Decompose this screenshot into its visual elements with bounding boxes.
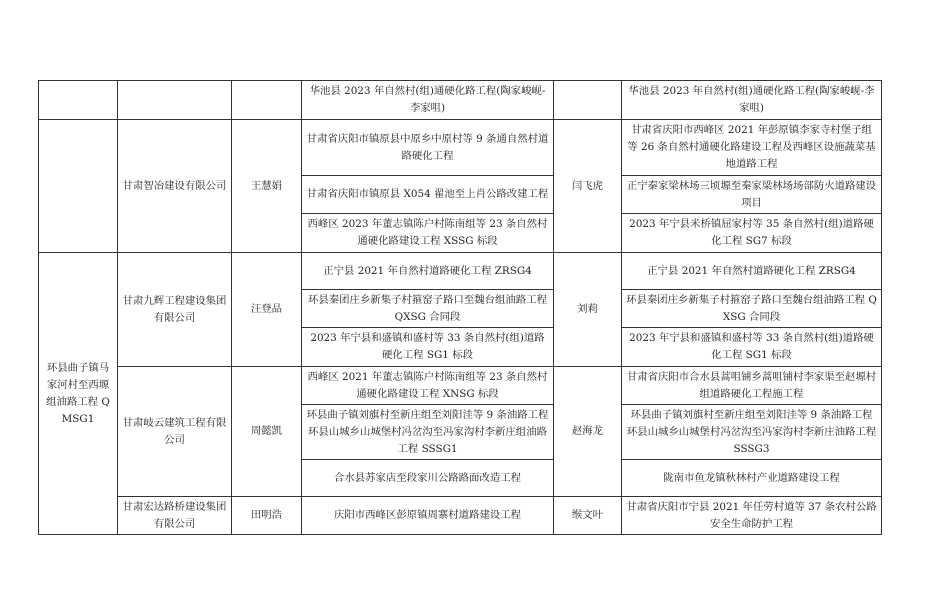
manager-cell-blank (232, 81, 302, 120)
verified-project-cell: 环县曲子镇刘旗村至新庄组至刘阳洼等 9 条油路工程环县山城乡山城堡村冯岔沟至冯家沟村李新庄油路工程 SSSG3 (622, 405, 882, 460)
verifier-cell: 刘莉 (554, 253, 622, 367)
manager-cell: 田明浩 (232, 497, 302, 535)
manager-cell: 王慧娟 (232, 120, 302, 253)
verified-project-cell: 正宁县 2021 年自然村道路硬化工程 ZRSG4 (622, 253, 882, 290)
verified-project-cell: 甘肃省庆阳市宁县 2021 年任劳村道等 37 条农村公路安全生命防护工程 (622, 497, 882, 535)
company-cell-blank (118, 81, 232, 120)
section-cell-blank (39, 81, 118, 120)
verifier-cell-blank (554, 81, 622, 120)
project-cell: 2023 年宁县和盛镇和盛村等 33 条自然村(组)道路硬化工程 SG1 标段 (302, 328, 554, 367)
project-cell: 甘肃省庆阳市镇原县中原乡中原村等 9 条通自然村道路硬化工程 (302, 120, 554, 176)
project-cell: 正宁县 2021 年自然村道路硬化工程 ZRSG4 (302, 253, 554, 290)
manager-cell: 汪登品 (232, 253, 302, 367)
company-cell: 甘肃九辉工程建设集团有限公司 (118, 253, 232, 367)
table-row (39, 81, 882, 120)
verified-project-cell: 甘肃省庆阳市合水县蒿咀铺乡蒿咀铺村李家渠至赵塬村组道路硬化工程施工程 (622, 367, 882, 405)
manager-cell: 周懿凯 (232, 367, 302, 497)
verified-project-cell: 甘肃省庆阳市西峰区 2021 年彭原镇李家寺村堡子组等 26 条自然村通硬化路建设工程及西峰区设施蔬菜基地道路工程 (622, 120, 882, 176)
table-row (39, 497, 882, 535)
section-cell: 环县曲子镇马家河村至西塬组油路工程 QMSG1 (39, 253, 118, 535)
company-cell: 甘肃智冶建设有限公司 (118, 120, 232, 253)
table-row (39, 120, 882, 176)
project-cell: 华池县 2023 年自然村(组)通硬化路工程(陶家峻岘-李家咀) (302, 81, 554, 120)
company-cell: 甘肃宏达路桥建设集团有限公司 (118, 497, 232, 535)
project-cell: 环县秦团庄乡新集子村箍窑子路口至魏台组油路工程 QXSG 合同段 (302, 290, 554, 328)
verifier-cell: 闫飞虎 (554, 120, 622, 253)
bid-comparison-table (38, 80, 882, 535)
company-cell: 甘肃岐云建筑工程有限公司 (118, 367, 232, 497)
project-cell: 环县曲子镇刘旗村至新庄组至刘阳洼等 9 条油路工程环县山城乡山城堡村冯岔沟至冯家沟村李新庄组油路工程 SSSG1 (302, 405, 554, 460)
project-cell: 西峰区 2021 年董志镇陈户村陈南组等 23 条自然村通硬化路建设工程 XNSG 标段 (302, 367, 554, 405)
table-row (39, 367, 882, 405)
table-row (39, 253, 882, 290)
project-cell: 庆阳市西峰区彭原镇周寨村道路建设工程 (302, 497, 554, 535)
verified-project-cell: 陇南市鱼龙镇秋林村产业道路建设工程 (622, 460, 882, 497)
project-cell: 甘肃省庆阳市镇原县 X054 翟池至上肖公路改建工程 (302, 176, 554, 214)
verified-project-cell: 正宁秦家梁林场三顷塬至秦家梁林场场部防火道路建设项目 (622, 176, 882, 214)
project-cell: 合水县苏家店至段家川公路路面改造工程 (302, 460, 554, 497)
project-cell: 西峰区 2023 年董志镇陈户村陈南组等 23 条自然村通硬化路建设工程 XSSG 标段 (302, 214, 554, 253)
section-cell-blank (39, 120, 118, 253)
verified-project-cell: 环县秦团庄乡新集子村箍窑子路口至魏台组油路工程 QXSG 合同段 (622, 290, 882, 328)
verified-project-cell: 2023 年宁县米桥镇屈家村等 35 条自然村(组)道路硬化工程 SG7 标段 (622, 214, 882, 253)
verifier-cell: 赵海龙 (554, 367, 622, 497)
verified-project-cell: 2023 年宁县和盛镇和盛村等 33 条自然村(组)道路硬化工程 SG1 标段 (622, 328, 882, 367)
verifier-cell: 缑文叶 (554, 497, 622, 535)
verified-project-cell: 华池县 2023 年自然村(组)通硬化路工程(陶家峻岘-李家咀) (622, 81, 882, 120)
